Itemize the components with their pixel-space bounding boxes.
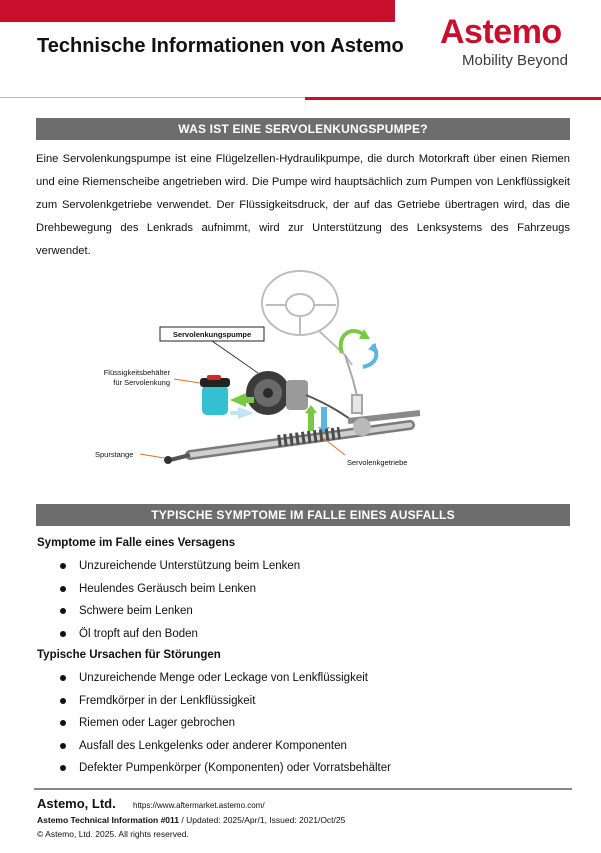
symptoms-list	[60, 555, 300, 645]
list-item: Öl tropft auf den Boden	[60, 623, 300, 646]
footer-info-dates: / Updated: 2025/Apr/1, Issued: 2021/Oct/25	[179, 815, 346, 825]
bullet-icon	[60, 698, 66, 704]
reservoir-illustration	[200, 375, 230, 415]
bullet-icon	[60, 675, 66, 681]
label-pump: Servolenkungspumpe	[172, 330, 252, 339]
pump-illustration	[246, 371, 308, 415]
tie-rod-leader-line	[140, 454, 164, 458]
brand-tagline: Mobility Beyond	[462, 52, 568, 69]
bullet-icon	[60, 608, 66, 614]
steering-column-illustration	[345, 355, 362, 415]
intro-paragraph: Eine Servolenkungspumpe ist eine Flügelzellen-Hydraulikpumpe, die durch Motorkraft über einen Riemen und eine Riemenscheibe angetrieben wird. Die Pumpe wird hauptsächlich zum Pumpen von Lenkflüssigkeit zum Servolenkgetriebe verwendet. Der Flüssigkeitsdruck, der auf das Getriebe übertragen wird, das die Drehbewegung des Lenkrads aufnimmt, wird zur Unterstützung des Lenksystems des Fahrzeugs verwendet.	[36, 153, 570, 257]
symptoms-title: Symptome im Falle eines Versagens	[37, 537, 236, 549]
bullet-icon	[60, 586, 66, 592]
label-tie-rod: Spurstange	[95, 450, 134, 459]
label-gear: Servolenkgetriebe	[347, 458, 408, 467]
list-item: Unzureichende Unterstützung beim Lenken	[60, 555, 300, 578]
header-divider-grey	[0, 97, 305, 98]
footer-url-link[interactable]: https://www.aftermarket.astemo.com/	[133, 801, 265, 810]
list-item: Fremdkörper in der Lenkflüssigkeit	[60, 690, 391, 713]
header-divider-red	[305, 97, 601, 100]
bullet-icon	[60, 631, 66, 637]
bullet-icon	[60, 765, 66, 771]
section-heading-what-is: WAS IST EINE SERVOLENKUNGSPUMPE?	[36, 118, 570, 140]
pump-leader-line	[212, 341, 258, 373]
brand-name: Astemo	[440, 13, 562, 51]
page-title: Technische Informationen von Astemo	[37, 35, 404, 57]
power-steering-diagram	[90, 255, 490, 480]
list-item: Ausfall des Lenkgelenks oder anderer Komponenten	[60, 735, 391, 758]
steering-rack-illustration	[164, 413, 420, 464]
list-item: Defekter Pumpenkörper (Komponenten) oder Vorratsbehälter	[60, 757, 391, 780]
top-accent-bar	[0, 0, 395, 22]
causes-title: Typische Ursachen für Störungen	[37, 649, 221, 661]
brand-logo	[440, 14, 590, 70]
section-heading-symptoms: TYPISCHE SYMPTOME IM FALLE EINES AUSFALLS	[36, 504, 570, 526]
footer-copyright: © Astemo, Ltd. 2025. All rights reserved.	[37, 829, 189, 839]
bullet-icon	[60, 563, 66, 569]
label-reservoir-line1: Flüssigkeitsbehälter	[103, 368, 170, 377]
list-item: Heulendes Geräusch beim Lenken	[60, 578, 300, 601]
bullet-icon	[60, 743, 66, 749]
label-reservoir-line2: für Servolenkung	[113, 378, 170, 387]
list-item: Schwere beim Lenken	[60, 600, 300, 623]
list-item: Unzureichende Menge oder Leckage von Lenkflüssigkeit	[60, 667, 391, 690]
footer-document-info	[37, 815, 345, 825]
steering-wheel-illustration	[262, 271, 352, 365]
footer-info-bold: Astemo Technical Information #011	[37, 815, 180, 825]
list-item: Riemen oder Lager gebrochen	[60, 712, 391, 735]
footer-company: Astemo, Ltd.	[37, 796, 116, 811]
bullet-icon	[60, 720, 66, 726]
causes-list	[60, 667, 391, 780]
reservoir-leader-line	[174, 379, 200, 383]
footer-divider	[34, 788, 572, 790]
